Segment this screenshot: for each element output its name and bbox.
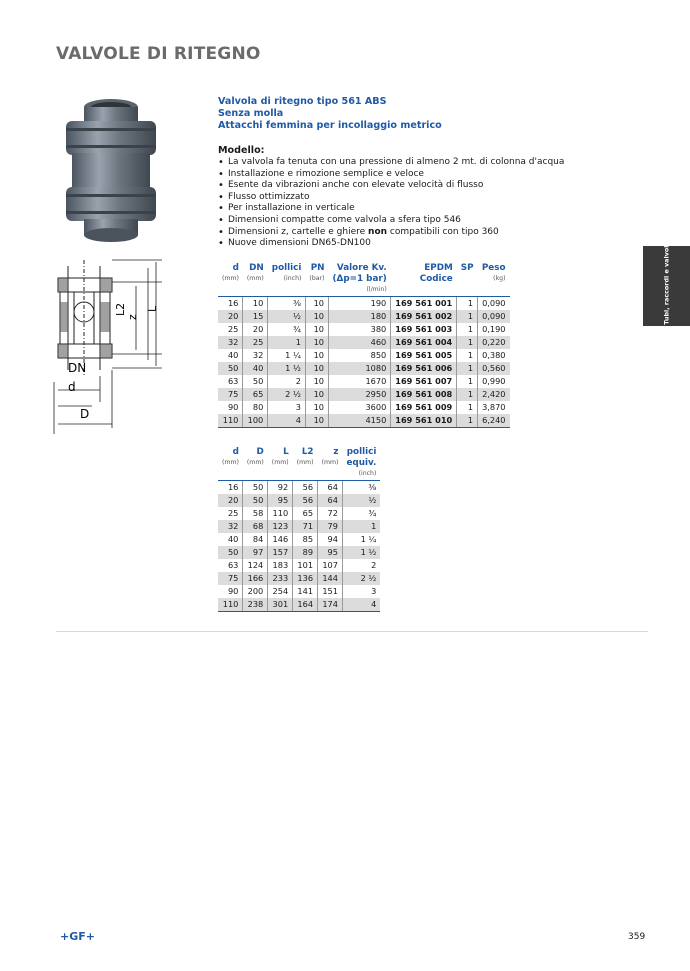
table-cell: 169 561 001	[391, 297, 457, 311]
table-cell: 1	[457, 349, 478, 362]
table-cell: 1	[268, 336, 306, 349]
column-header: L2 (mm)	[293, 447, 318, 481]
feature-list	[218, 157, 564, 250]
table-cell: 1	[457, 375, 478, 388]
dim-l2-label: L2	[114, 302, 127, 316]
table-cell: 380	[329, 323, 391, 336]
table-cell: 63	[227, 376, 239, 386]
table-cell: 4	[342, 598, 380, 612]
table-cell: 10	[305, 323, 328, 336]
table-cell: 71	[293, 520, 318, 533]
dim-dn-label: DN	[68, 361, 87, 375]
table-cell: 16	[227, 298, 239, 308]
technical-drawing	[52, 258, 172, 434]
table-cell: 107	[318, 559, 343, 572]
gf-logo: +GF+	[60, 930, 95, 943]
table-row	[218, 310, 510, 323]
table-row	[218, 572, 380, 585]
table-cell: 56	[293, 494, 318, 507]
table-cell: 169 561 008	[391, 388, 457, 401]
table-cell: 169 561 005	[391, 349, 457, 362]
table-row	[218, 388, 510, 401]
page-title: VALVOLE DI RITEGNO	[56, 44, 261, 64]
table-cell: 183	[268, 559, 293, 572]
table-cell: 40	[227, 534, 239, 544]
table-cell: 50	[243, 375, 268, 388]
table-cell: 10	[305, 362, 328, 375]
table-cell: ¾	[342, 507, 380, 520]
table-cell: 169 561 003	[391, 323, 457, 336]
table-cell: 90	[227, 586, 239, 596]
list-item: • Installazione e rimozione semplice e veloce	[218, 169, 564, 181]
table-cell: 101	[293, 559, 318, 572]
table-row	[218, 494, 380, 507]
table-cell: 10	[305, 414, 328, 428]
table-cell: 123	[268, 520, 293, 533]
table-cell: 124	[243, 559, 268, 572]
column-header: Valore Kv. (Δp=1 bar) (l/min)	[329, 263, 391, 297]
table-cell: 16	[227, 482, 239, 492]
table-row	[218, 349, 510, 362]
column-header: D (mm)	[243, 447, 268, 481]
column-header: d (mm)	[218, 447, 243, 481]
column-header: PN (bar)	[305, 263, 328, 297]
table-cell: 6,240	[478, 414, 510, 428]
table-cell: 2950	[329, 388, 391, 401]
table-cell: 97	[243, 546, 268, 559]
table-cell: 20	[218, 494, 243, 507]
table-cell: 1 ½	[268, 362, 306, 375]
table-cell: 1	[457, 388, 478, 401]
table-cell: 146	[268, 533, 293, 546]
table-cell: 58	[243, 507, 268, 520]
table-cell: 169 561 002	[391, 310, 457, 323]
list-item: • Dimensioni compatte come valvola a sfera tipo 546	[218, 215, 564, 227]
table-cell: 1	[457, 401, 478, 414]
dimensions-table	[218, 447, 380, 612]
table-cell: ¾	[268, 323, 306, 336]
table-cell: 79	[318, 520, 343, 533]
table-cell: 15	[243, 310, 268, 323]
table-cell: 32	[218, 520, 243, 533]
table-cell: 238	[243, 598, 268, 612]
table-cell: 40	[243, 362, 268, 375]
table-cell: 169 561 010	[391, 414, 457, 428]
table-cell: 64	[318, 481, 343, 495]
table-cell: 100	[243, 414, 268, 428]
table-cell: ⅜	[268, 297, 306, 311]
list-item: • Nuove dimensioni DN65-DN100	[218, 238, 564, 250]
table-cell: 1	[457, 297, 478, 311]
table-row	[218, 598, 380, 612]
table-cell: ½	[342, 494, 380, 507]
table-cell: 10	[305, 310, 328, 323]
table-cell: 1	[457, 414, 478, 428]
table-cell: 0,090	[478, 297, 510, 311]
table-cell: 2 ½	[268, 388, 306, 401]
table-cell: 64	[318, 494, 343, 507]
column-header: EPDM Codice	[391, 263, 457, 297]
table-cell: 75	[218, 388, 243, 401]
table-cell: 166	[243, 572, 268, 585]
table-cell: 89	[293, 546, 318, 559]
table-cell: 169 561 009	[391, 401, 457, 414]
table-cell: 50	[218, 546, 243, 559]
table-cell: 92	[268, 481, 293, 495]
table-cell: 3	[268, 401, 306, 414]
table-row	[218, 362, 510, 375]
table-cell: 10	[305, 336, 328, 349]
list-item: • Per installazione in verticale	[218, 203, 564, 215]
table-cell: 90	[227, 402, 239, 412]
model-title: Modello:	[218, 145, 265, 156]
table-cell: 4150	[329, 414, 391, 428]
table-cell: 3,870	[478, 401, 510, 414]
table-row	[218, 546, 380, 559]
table-cell: 850	[329, 349, 391, 362]
table-cell: 174	[318, 598, 343, 612]
table-cell: 0,190	[478, 323, 510, 336]
list-item: • Flusso ottimizzato	[218, 192, 564, 204]
dim-d-label: d	[68, 380, 76, 394]
dim-l-label: L	[146, 305, 159, 312]
table-cell: 32	[218, 336, 243, 349]
table-cell: 460	[329, 336, 391, 349]
table-cell: 85	[293, 533, 318, 546]
table-cell: 63	[227, 560, 239, 570]
table-cell: 1 ¼	[268, 349, 306, 362]
table-cell: 0,220	[478, 336, 510, 349]
table-cell: 95	[268, 494, 293, 507]
codes-table	[218, 263, 510, 428]
table-row	[218, 414, 510, 428]
list-item: • La valvola fa tenuta con una pressione di almeno 2 mt. di colonna d'acqua	[218, 157, 564, 169]
table-cell: 32	[243, 349, 268, 362]
table-cell: 1080	[329, 362, 391, 375]
table-row	[218, 336, 510, 349]
table-cell: 25	[243, 336, 268, 349]
table-cell: 136	[293, 572, 318, 585]
table-cell: 1	[457, 362, 478, 375]
table-cell: 1 ½	[342, 546, 380, 559]
table-cell: 2	[268, 375, 306, 388]
table-cell: 68	[243, 520, 268, 533]
table-cell: 169 561 007	[391, 375, 457, 388]
table-cell: 157	[268, 546, 293, 559]
table-row	[218, 481, 380, 495]
table-cell: 141	[293, 585, 318, 598]
table-cell: 50	[243, 494, 268, 507]
table-cell: 169 561 006	[391, 362, 457, 375]
table-cell: 10	[305, 401, 328, 414]
table-row	[218, 401, 510, 414]
table-cell: 0,090	[478, 310, 510, 323]
table-cell: 2 ½	[342, 572, 380, 585]
column-header: SP	[457, 263, 478, 297]
table-cell: 80	[243, 401, 268, 414]
table-row	[218, 323, 510, 336]
table-cell: 94	[318, 533, 343, 546]
table-cell: 301	[268, 598, 293, 612]
table-cell: 50	[243, 481, 268, 495]
column-header: pollici equiv. (inch)	[342, 447, 380, 481]
table-cell: 10	[305, 375, 328, 388]
table-cell: 190	[329, 297, 391, 311]
table-cell: 72	[318, 507, 343, 520]
dim-z-label: z	[126, 314, 139, 320]
table-cell: 0,380	[478, 349, 510, 362]
column-header: Peso (kg)	[478, 263, 510, 297]
product-name: Valvola di ritegno tipo 561 ABS	[218, 96, 387, 107]
table-cell: 56	[293, 481, 318, 495]
table-row	[218, 533, 380, 546]
dim-D-label: D	[80, 407, 90, 421]
list-item: • Dimensioni z, cartelle e ghiere non compatibili con tipo 360	[218, 227, 564, 239]
table-cell: 2,420	[478, 388, 510, 401]
table-cell: 95	[318, 546, 343, 559]
table-cell: 180	[329, 310, 391, 323]
column-header: d (mm)	[218, 263, 243, 297]
table-row	[218, 297, 510, 311]
table-cell: 1	[457, 336, 478, 349]
table-cell: 4	[268, 414, 306, 428]
table-cell: 40	[227, 350, 239, 360]
product-photo	[56, 95, 166, 243]
table-row	[218, 375, 510, 388]
table-cell: 1	[457, 310, 478, 323]
table-cell: 20	[243, 323, 268, 336]
table-cell: 110	[218, 598, 243, 612]
list-item: • Esente da vibrazioni anche con elevate velocità di flusso	[218, 180, 564, 192]
table-cell: 110	[268, 507, 293, 520]
table-cell: 2	[342, 559, 380, 572]
table-cell: 200	[243, 585, 268, 598]
product-description	[218, 96, 442, 132]
table-row	[218, 507, 380, 520]
table-cell: 254	[268, 585, 293, 598]
side-tab-label: Tubi, raccordi e valvole ABS metrico	[661, 195, 670, 325]
table-cell: 233	[268, 572, 293, 585]
table-cell: 25	[227, 324, 239, 334]
table-cell: 3	[342, 585, 380, 598]
divider	[56, 631, 648, 632]
table-cell: 10	[243, 297, 268, 311]
product-connection: Attacchi femmina per incollaggio metrico	[218, 120, 442, 131]
table-cell: 65	[243, 388, 268, 401]
table-cell: 151	[318, 585, 343, 598]
column-header: pollici (inch)	[268, 263, 306, 297]
table-cell: ½	[268, 310, 306, 323]
table-cell: 1 ¼	[342, 533, 380, 546]
table-cell: 1670	[329, 375, 391, 388]
table-cell: 84	[243, 533, 268, 546]
table-cell: 50	[218, 362, 243, 375]
table-row	[218, 559, 380, 572]
table-cell: 0,990	[478, 375, 510, 388]
table-cell: 75	[218, 572, 243, 585]
table-cell: 10	[305, 388, 328, 401]
table-row	[218, 585, 380, 598]
table-cell: 10	[305, 349, 328, 362]
table-cell: 65	[293, 507, 318, 520]
table-cell: 3600	[329, 401, 391, 414]
table-cell: 164	[293, 598, 318, 612]
table-cell: ⅜	[342, 481, 380, 495]
table-cell: 169 561 004	[391, 336, 457, 349]
table-cell: 25	[227, 508, 239, 518]
table-cell: 10	[305, 297, 328, 311]
table-cell: 0,560	[478, 362, 510, 375]
table-cell: 20	[218, 310, 243, 323]
table-cell: 110	[218, 414, 243, 428]
column-header: DN (mm)	[243, 263, 268, 297]
table-cell: 1	[457, 323, 478, 336]
product-variant: Senza molla	[218, 108, 284, 119]
table-cell: 1	[342, 520, 380, 533]
page-number: 359	[628, 932, 646, 942]
table-cell: 144	[318, 572, 343, 585]
column-header: L (mm)	[268, 447, 293, 481]
column-header: z (mm)	[318, 447, 343, 481]
table-row	[218, 520, 380, 533]
